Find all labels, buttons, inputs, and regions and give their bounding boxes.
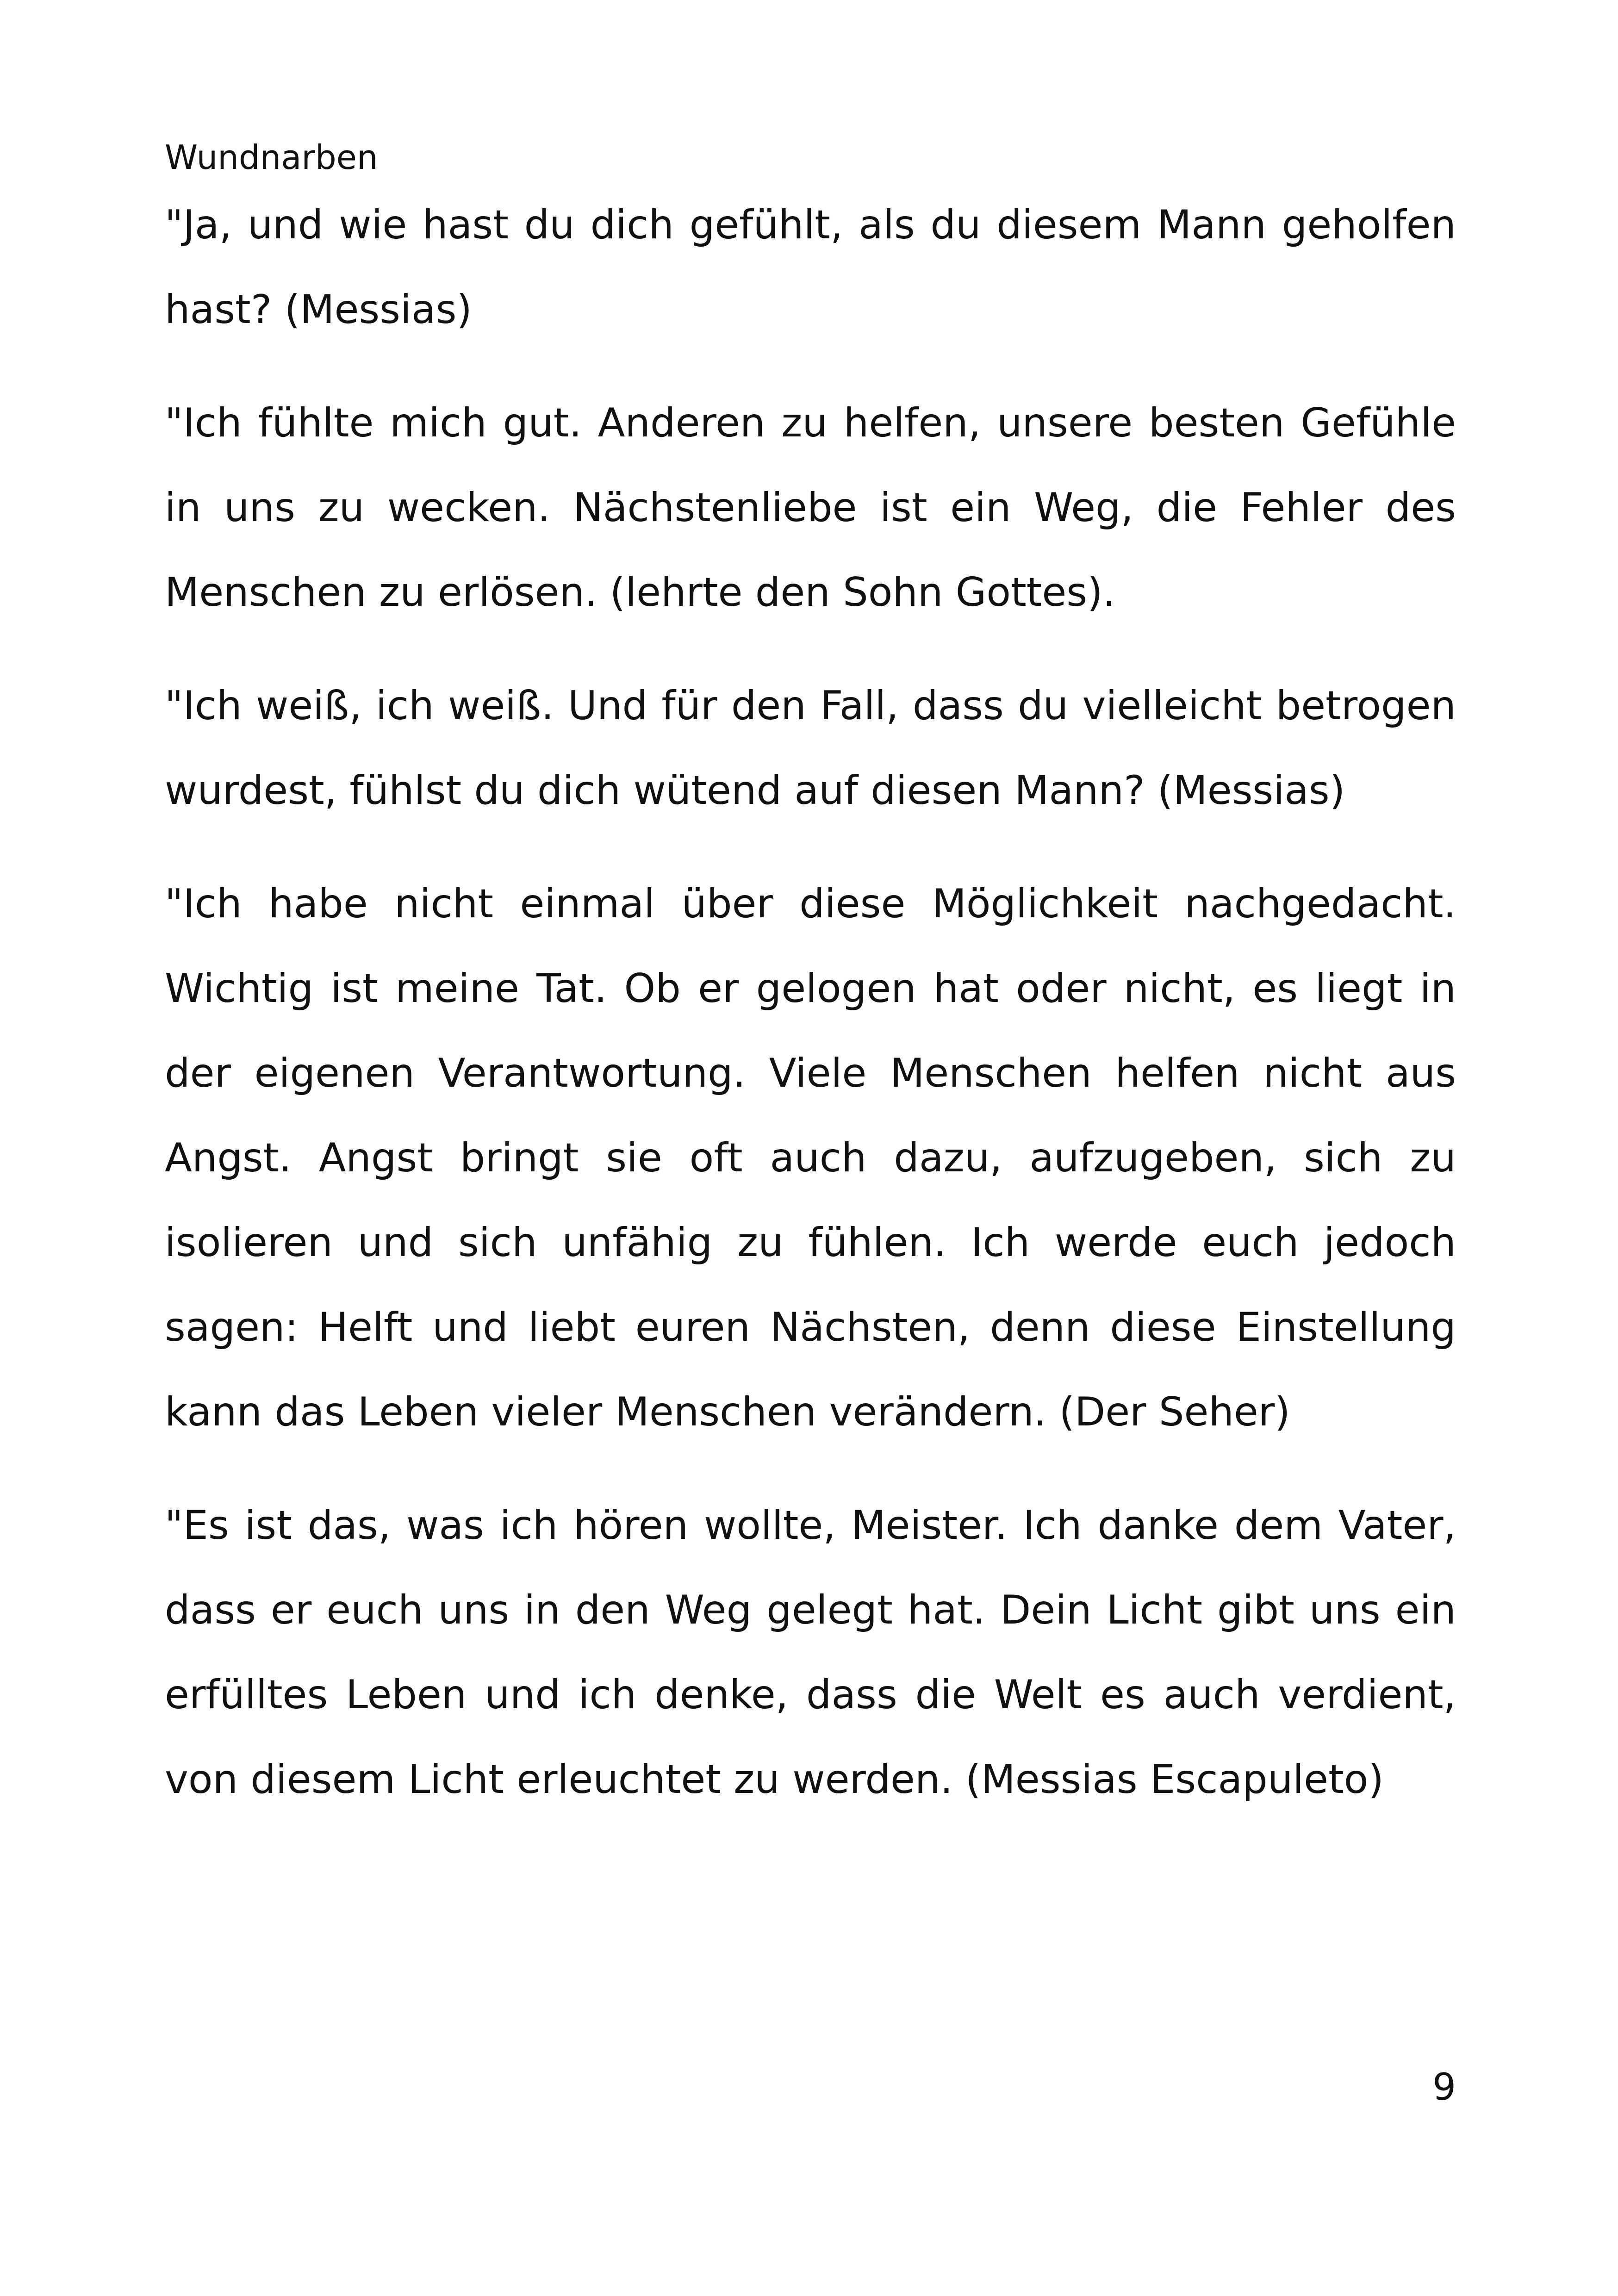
paragraph-3: "Ich weiß, ich weiß. Und für den Fall, dass du vielleicht betrogen wurdest, fühlst du dich wütend auf diesen Mann? (Messias) — [165, 683, 1456, 814]
body-text — [165, 183, 1456, 1851]
page-number: 9 — [1432, 2066, 1456, 2109]
paragraph-1: "Ja, und wie hast du dich gefühlt, als du diesem Mann geholfen hast? (Messias) — [165, 202, 1456, 333]
paragraph-2: "Ich fühlte mich gut. Anderen zu helfen, unsere besten Gefühle in uns zu wecken. Nächstenliebe ist ein Weg, die Fehler des Menschen zu erlösen. (lehrte den Sohn Gottes). — [165, 400, 1456, 616]
paragraph-5: "Es ist das, was ich hören wollte, Meister. Ich danke dem Vater, dass er euch uns in den Weg gelegt hat. Dein Licht gibt uns ein erfülltes Leben und ich denke, dass die Welt es auch verdient, von diesem Licht erleuchtet zu werden. (Messias Escapuleto) — [165, 1502, 1456, 1803]
paragraph-4: "Ich habe nicht einmal über diese Möglichkeit nachgedacht. Wichtig ist meine Tat. Ob er gelogen hat oder nicht, es liegt in der eigenen Verantwortung. Viele Menschen helfen nicht aus Angst. Angst bringt sie oft auch dazu, aufzugeben, sich zu isolieren und sich unfähig zu fühlen. Ich werde euch jedoch sagen: Helft und liebt euren Nächsten, denn diese Einstellung kann das Leben vieler Menschen verändern. (Der Seher) — [165, 881, 1456, 1435]
running-header: Wundnarben — [165, 138, 378, 177]
